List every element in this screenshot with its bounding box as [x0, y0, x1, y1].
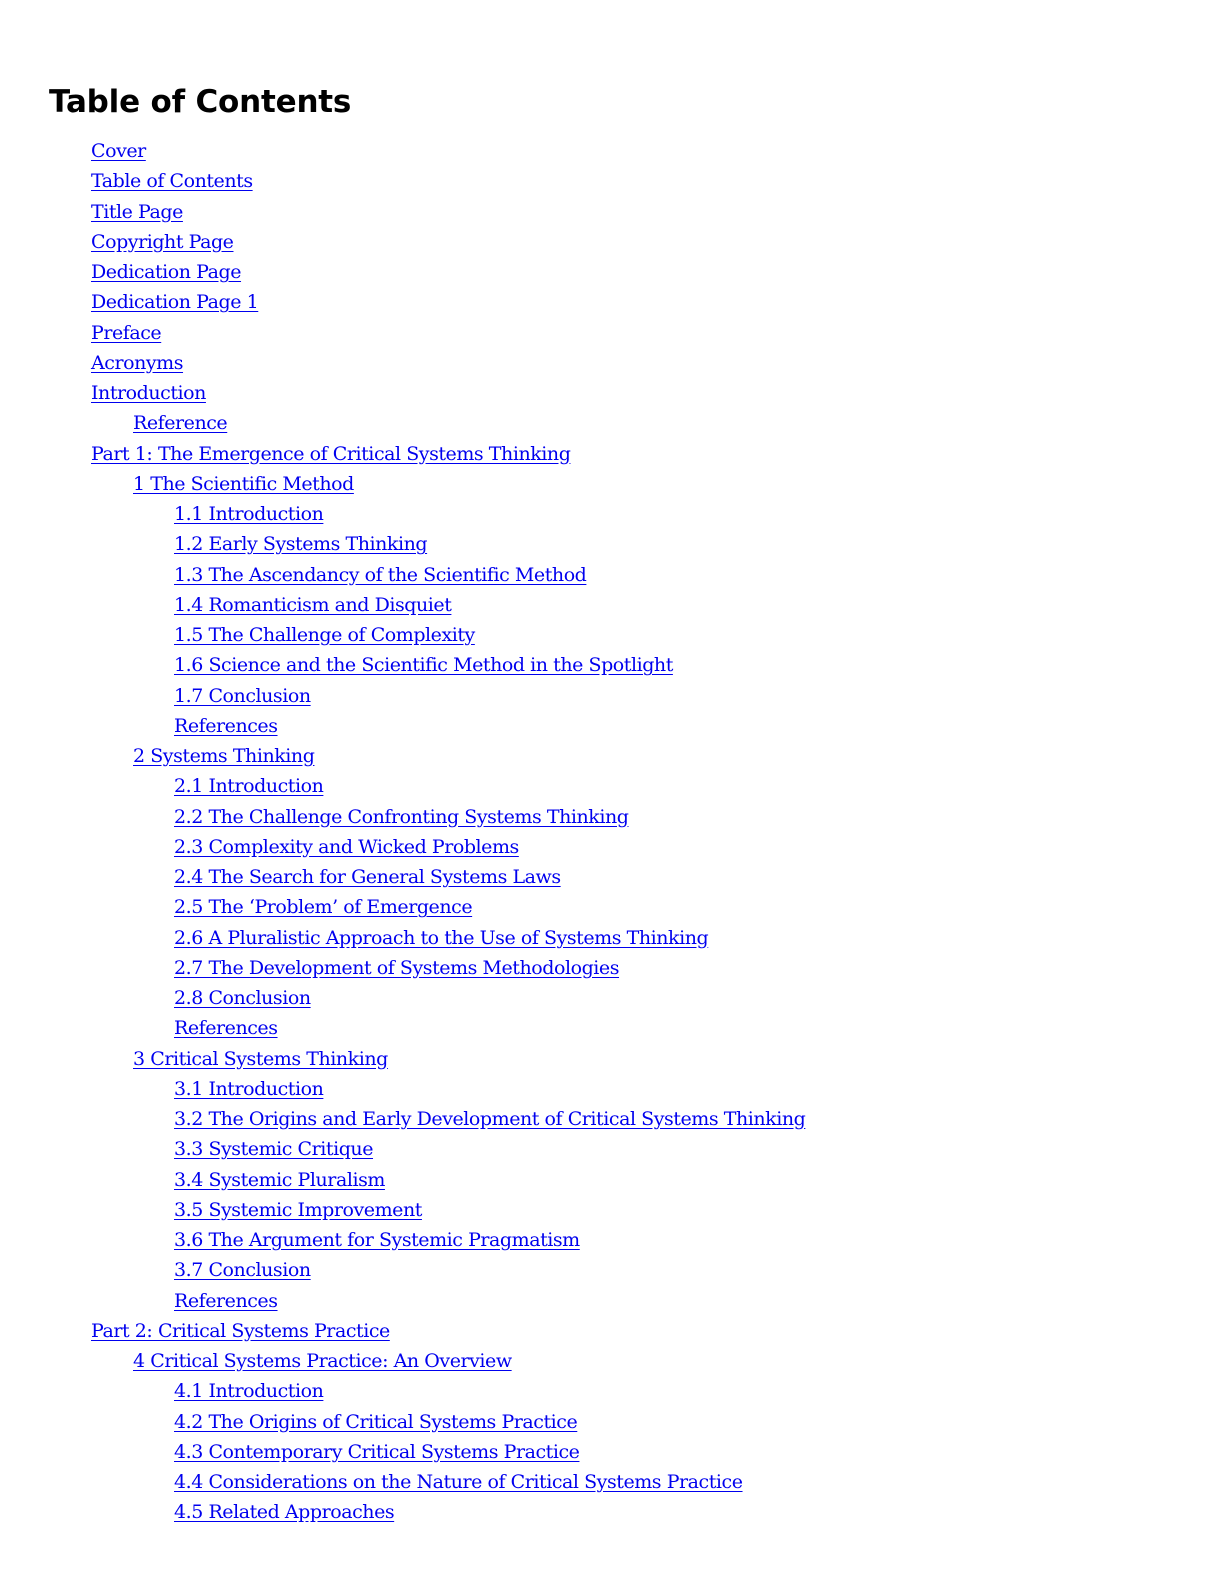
- toc-link[interactable]: 1.4 Romanticism and Disquiet: [174, 593, 452, 616]
- toc-entry: [0, 257, 1224, 287]
- toc-entry: [0, 378, 1224, 408]
- toc-link[interactable]: Preface: [91, 321, 162, 344]
- toc-entry: [0, 862, 1224, 892]
- toc-link[interactable]: References: [174, 1289, 278, 1312]
- toc-link[interactable]: 3.1 Introduction: [174, 1077, 324, 1100]
- toc-entry: [0, 620, 1224, 650]
- toc-link[interactable]: 4.5 Related Approaches: [174, 1501, 395, 1524]
- toc-entry: [0, 469, 1224, 499]
- toc-link[interactable]: Part 2: Critical Systems Practice: [91, 1319, 390, 1342]
- toc-entry: [0, 499, 1224, 529]
- toc-link[interactable]: Copyright Page: [91, 230, 234, 253]
- toc-link[interactable]: Dedication Page: [91, 261, 242, 283]
- toc-link[interactable]: 1.5 The Challenge of Complexity: [174, 624, 475, 646]
- toc-link[interactable]: References: [174, 1017, 278, 1040]
- toc-entry: [0, 1467, 1224, 1497]
- toc-entry: [0, 1134, 1224, 1164]
- toc-link[interactable]: Title Page: [91, 200, 183, 223]
- toc-entry: [0, 771, 1224, 801]
- toc-link[interactable]: 1.7 Conclusion: [174, 684, 311, 707]
- toc-link[interactable]: 2.1 Introduction: [174, 775, 324, 798]
- toc-entry: [0, 227, 1224, 257]
- page-title: Table of Contents: [49, 84, 352, 120]
- toc-link[interactable]: 2.7 The Development of Systems Methodologies: [174, 956, 620, 979]
- toc-link[interactable]: Part 1: The Emergence of Critical Systems Thinking: [91, 442, 571, 465]
- toc-list: [0, 136, 1224, 1528]
- toc-entry: [0, 1497, 1224, 1527]
- toc-entry: [0, 1104, 1224, 1134]
- toc-link[interactable]: 3.2 The Origins and Early Development of Critical Systems Thinking: [174, 1108, 806, 1130]
- toc-link[interactable]: 4.3 Contemporary Critical Systems Practice: [174, 1440, 580, 1463]
- toc-link[interactable]: Acronyms: [91, 351, 184, 374]
- toc-entry: [0, 197, 1224, 227]
- toc-entry: [0, 1074, 1224, 1104]
- toc-entry: [0, 1376, 1224, 1406]
- toc-entry: [0, 983, 1224, 1013]
- toc-link[interactable]: Reference: [133, 412, 228, 435]
- toc-entry: [0, 1407, 1224, 1437]
- toc-link[interactable]: 4.1 Introduction: [174, 1380, 324, 1403]
- toc-entry: [0, 590, 1224, 620]
- toc-entry: [0, 1286, 1224, 1316]
- toc-link[interactable]: References: [174, 714, 278, 737]
- toc-entry: [0, 1255, 1224, 1285]
- toc-entry: [0, 832, 1224, 862]
- toc-link[interactable]: Dedication Page 1: [91, 291, 259, 314]
- toc-link[interactable]: 1 The Scientific Method: [133, 472, 354, 495]
- toc-link[interactable]: 4.2 The Origins of Critical Systems Practice: [174, 1410, 578, 1433]
- toc-link[interactable]: 4 Critical Systems Practice: An Overview: [133, 1350, 512, 1372]
- toc-entry: [0, 741, 1224, 771]
- toc-entry: [0, 287, 1224, 317]
- toc-link[interactable]: 2.6 A Pluralistic Approach to the Use of Systems Thinking: [174, 926, 709, 949]
- toc-link[interactable]: 3.5 Systemic Improvement: [174, 1198, 422, 1221]
- toc-entry: [0, 1165, 1224, 1195]
- toc-link[interactable]: 3.4 Systemic Pluralism: [174, 1168, 385, 1191]
- toc-link[interactable]: 3.3 Systemic Critique: [174, 1138, 374, 1161]
- toc-entry: [0, 650, 1224, 680]
- toc-link[interactable]: 3.7 Conclusion: [174, 1259, 311, 1282]
- toc-link[interactable]: 1.3 The Ascendancy of the Scientific Method: [174, 563, 587, 586]
- toc-entry: [0, 681, 1224, 711]
- toc-link[interactable]: 2.2 The Challenge Confronting Systems Thinking: [174, 805, 629, 828]
- toc-entry: [0, 802, 1224, 832]
- toc-entry: [0, 953, 1224, 983]
- toc-entry: [0, 892, 1224, 922]
- toc-entry: [0, 1044, 1224, 1074]
- toc-entry: [0, 560, 1224, 590]
- toc-link[interactable]: Introduction: [91, 382, 206, 404]
- toc-entry: [0, 318, 1224, 348]
- toc-link[interactable]: 2 Systems Thinking: [133, 745, 315, 767]
- toc-link[interactable]: 3.6 The Argument for Systemic Pragmatism: [174, 1229, 580, 1251]
- toc-link[interactable]: 1.1 Introduction: [174, 503, 324, 525]
- toc-entry: [0, 136, 1224, 166]
- toc-entry: [0, 1437, 1224, 1467]
- toc-link[interactable]: Table of Contents: [91, 170, 253, 193]
- toc-entry: [0, 1225, 1224, 1255]
- toc-entry: [0, 923, 1224, 953]
- toc-link[interactable]: 2.5 The ‘Problem’ of Emergence: [174, 896, 473, 919]
- toc-entry: [0, 1346, 1224, 1376]
- toc-link[interactable]: Cover: [91, 140, 146, 162]
- toc-link[interactable]: 2.8 Conclusion: [174, 987, 311, 1009]
- toc-entry: [0, 1195, 1224, 1225]
- toc-entry: [0, 711, 1224, 741]
- toc-link[interactable]: 3 Critical Systems Thinking: [133, 1047, 388, 1070]
- toc-link[interactable]: 4.4 Considerations on the Nature of Critical Systems Practice: [174, 1471, 743, 1493]
- toc-entry: [0, 1316, 1224, 1346]
- toc-entry: [0, 1013, 1224, 1043]
- toc-entry: [0, 439, 1224, 469]
- toc-link[interactable]: 1.2 Early Systems Thinking: [174, 533, 428, 556]
- toc-entry: [0, 348, 1224, 378]
- toc-entry: [0, 166, 1224, 196]
- toc-entry: [0, 408, 1224, 438]
- toc-link[interactable]: 2.4 The Search for General Systems Laws: [174, 866, 561, 888]
- toc-link[interactable]: 1.6 Science and the Scientific Method in the Spotlight: [174, 654, 673, 677]
- toc-entry: [0, 529, 1224, 559]
- toc-link[interactable]: 2.3 Complexity and Wicked Problems: [174, 835, 519, 858]
